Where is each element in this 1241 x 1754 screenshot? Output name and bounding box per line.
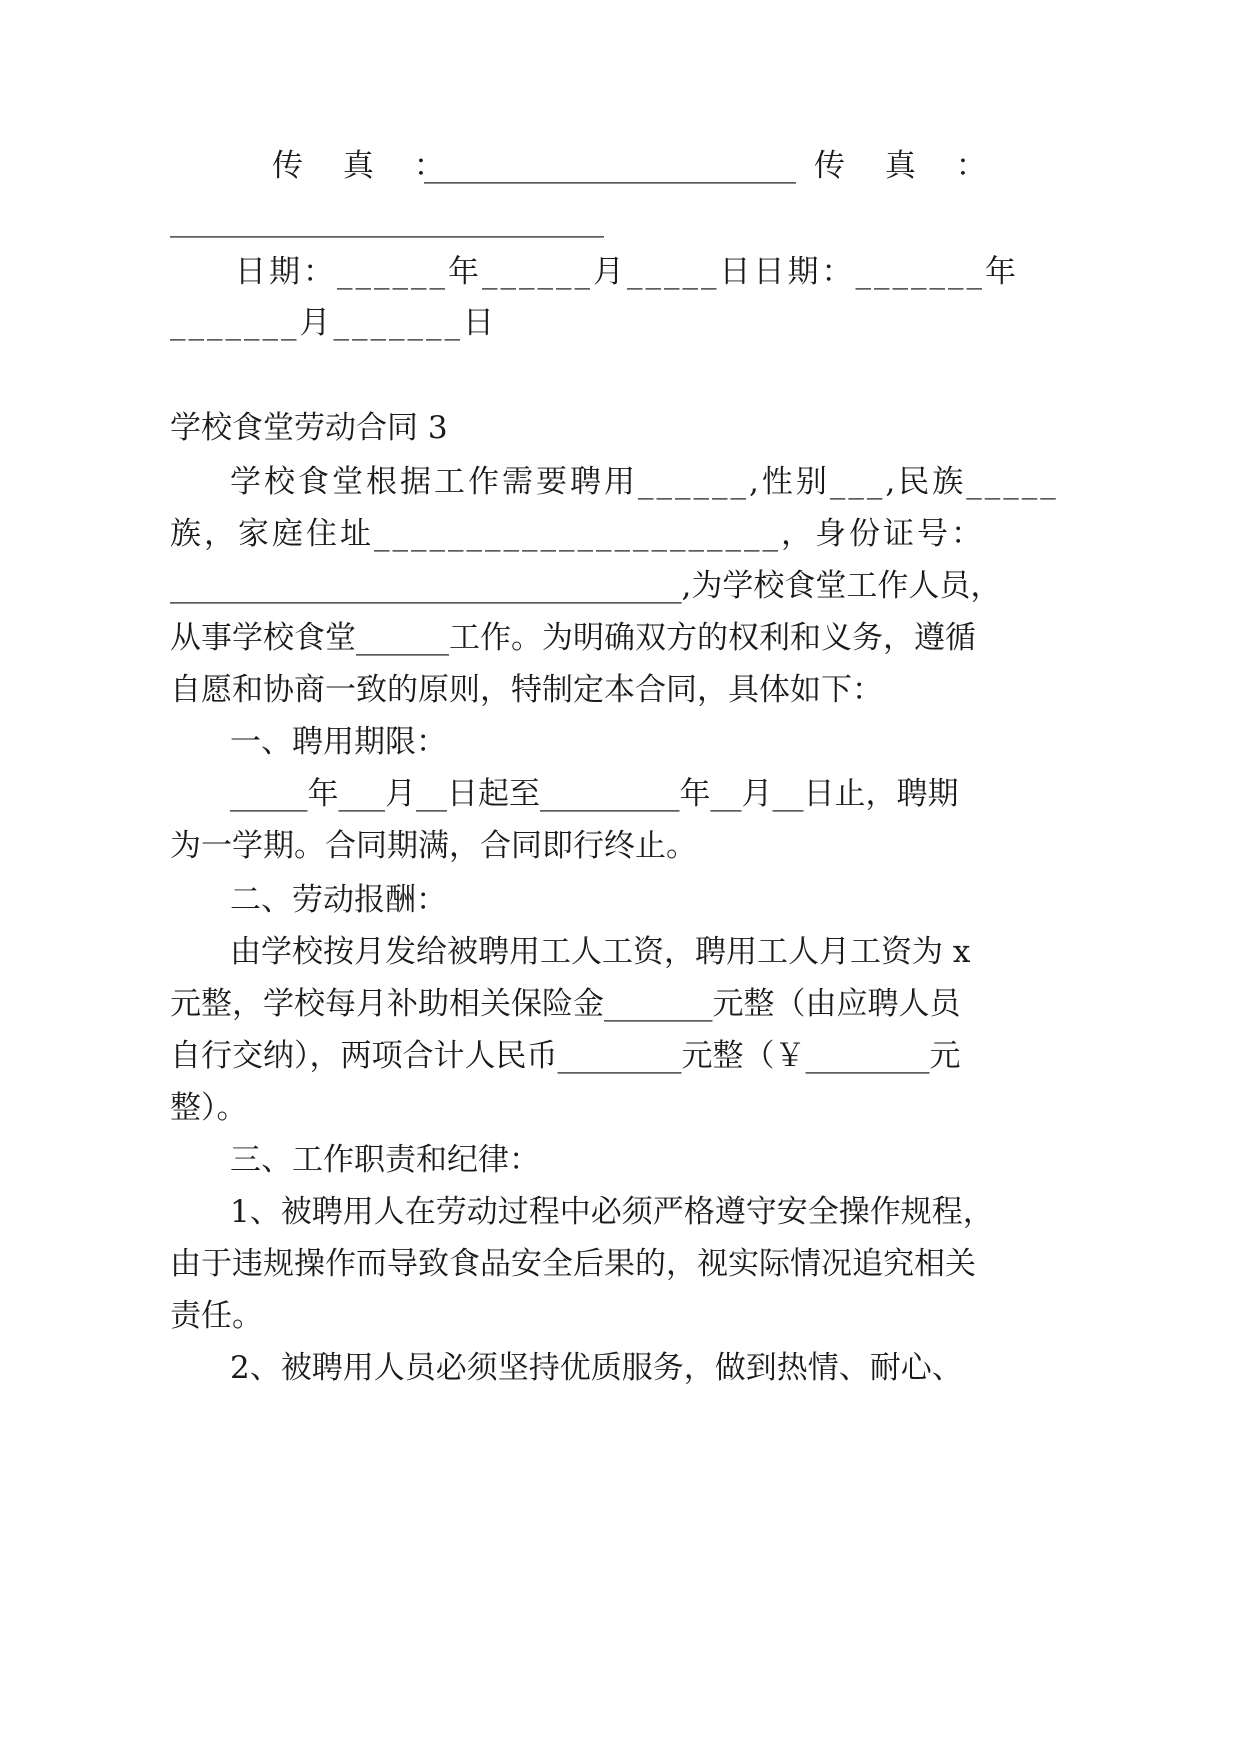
contract-title: 学校食堂劳动合同 3: [170, 410, 448, 446]
paragraph-line: _________________________________,为学校食堂工作人员，: [170, 568, 1002, 604]
paragraph-line: 元整，学校每月补助相关保险金_______元整（由应聘人员: [170, 986, 961, 1022]
date-line-cont: _______月_______日: [170, 305, 497, 341]
paragraph-line: 整）。: [170, 1090, 248, 1126]
section-heading: 一、聘用期限：: [230, 724, 447, 760]
paragraph-line: 族，家庭住址______________________，身份证号：: [170, 516, 985, 552]
fax-label-1: 传 真 ：: [272, 148, 460, 184]
fax-label-2: 传 真 ：: [814, 148, 1002, 184]
paragraph-line: 自行交纳），两项合计人民币________元整（￥________元: [170, 1038, 961, 1074]
paragraph-line: 2、被聘用人员必须坚持优质服务，做到热情、耐心、: [230, 1350, 963, 1386]
paragraph-line: 自愿和协商一致的原则，特制定本合同，具体如下：: [170, 672, 883, 708]
section-heading: 三、工作职责和纪律：: [230, 1142, 540, 1178]
paragraph-line: 从事学校食堂______工作。为明确双方的权利和义务，遵循: [170, 620, 976, 656]
fax-blank-1: ________________________: [424, 148, 796, 184]
paragraph-line: _____年___月__日起至_________年__月__日止，聘期: [230, 776, 959, 812]
paragraph-line: 为一学期。合同期满，合同即行终止。: [170, 828, 697, 864]
date-line: 日期：______年______月_____日日期：_______年: [235, 254, 1019, 290]
paragraph-line: 由于违规操作而导致食品安全后果的，视实际情况追究相关: [170, 1246, 976, 1282]
paragraph-line: 1、被聘用人在劳动过程中必须严格遵守安全操作规程，: [230, 1194, 994, 1230]
paragraph-line: 由学校按月发给被聘用工人工资，聘用工人月工资为 x: [230, 934, 971, 970]
fax-blank-2: ____________________________: [170, 202, 604, 238]
paragraph-line: 学校食堂根据工作需要聘用______,性别___,民族_____: [230, 464, 1059, 500]
paragraph-line: 责任。: [170, 1298, 263, 1334]
section-heading: 二、劳动报酬：: [230, 882, 447, 918]
